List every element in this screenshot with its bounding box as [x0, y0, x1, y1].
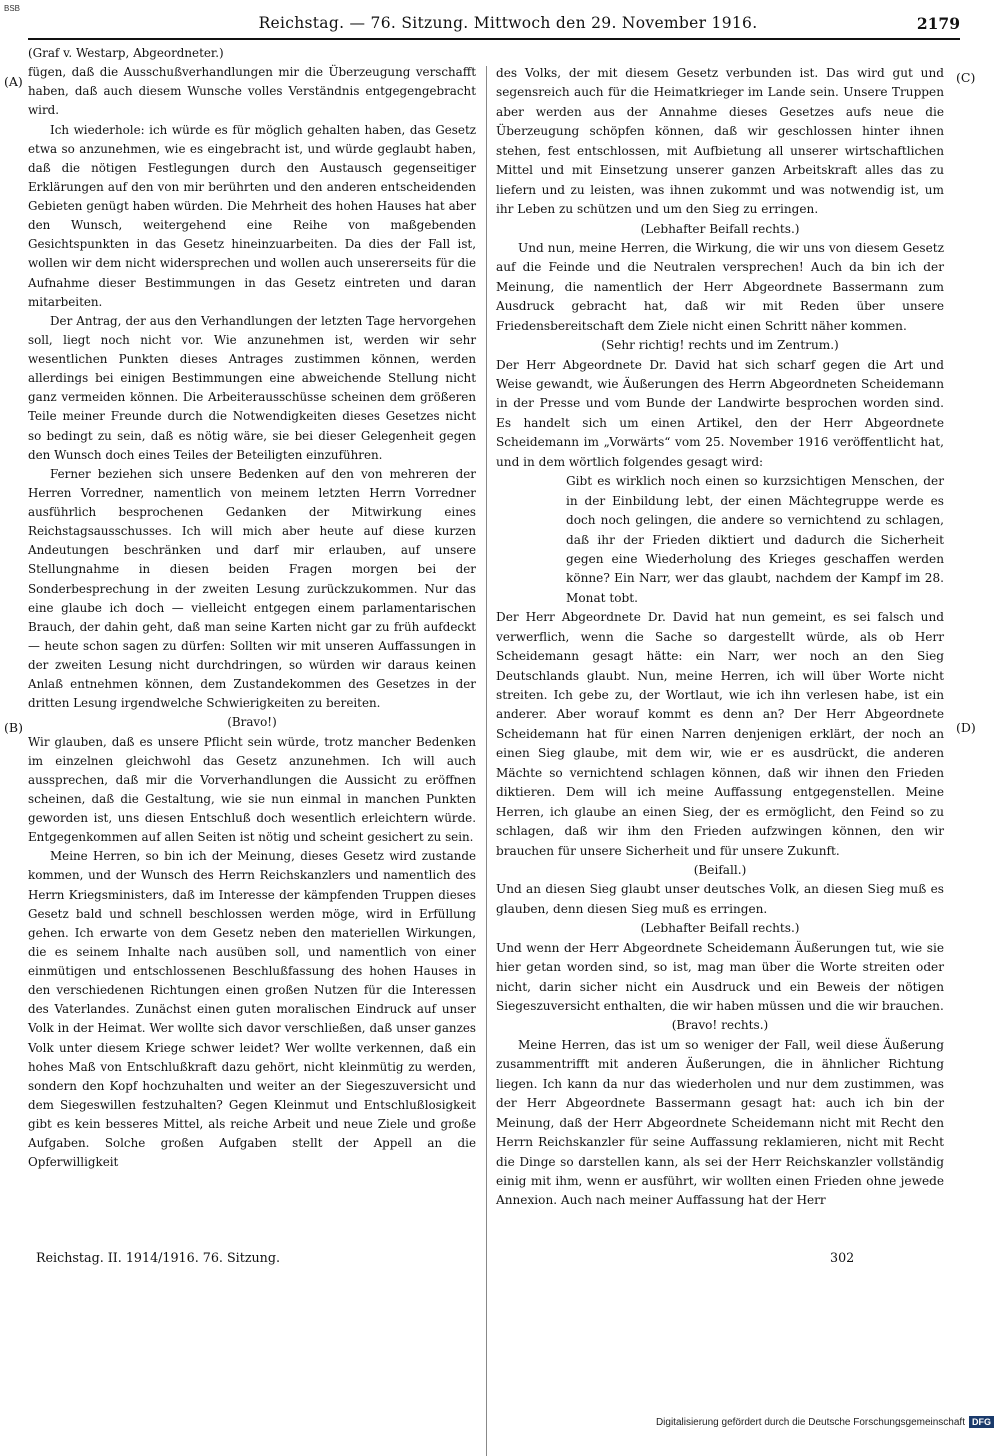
margin-letter-d: (D) [956, 720, 976, 735]
quotation: Gibt es wirklich noch einen so kurzsichtigen Menschen, der in der Einbildung lebt, der einen Mächtegruppe werde es doch noch gelingen, die andere so vernichtend zu schlagen, daß ihr der Frieden diktiert und dadurch die Sicherheit gegen eine Wiederholung des Krieges geschaffen werden könne? Ein Narr, wer das glaubt, nachdem der Kampf im 28. Monat tobt. [566, 474, 944, 605]
paragraph: Ich wiederhole: ich würde es für möglich gehalten haben, das Gesetz etwa so anzunehmen, wie es eingebracht ist, und würde geglaubt haben, daß die nötigen Festlegungen durch den Austausch gegenseitiger Erklärungen auf den von mir berührten und den anderen entscheidenden Gebieten genügt haben würden. Die Mehrheit des hohen Hauses hat aber den Wunsch, weitergehend eine Reihe von maßgebenden Gesichtspunkten in das Gesetz hineinzuarbeiten. Da dies der Fall ist, wollen wir dem nicht widersprechen und wollen auch unsererseits für die Aufnahme dieser Bestimmungen in das Gesetz eintreten und daran mitarbeiten. [28, 122, 476, 309]
header-title: Reichstag. — 76. Sitzung. Mittwoch den 29. November 1916. [258, 14, 758, 32]
column-divider [486, 66, 487, 1456]
paragraph: Wir glauben, daß es unsere Pflicht sein würde, trotz mancher Bedenken im einzelnen gleichwohl das Gesetz anzunehmen. Ich will auch aussprechen, daß mir die Vorverhandlungen die Aussicht zu eröffnen scheinen, daß die Gestaltung, wie sie nun einmal in manchen Punkten geworden ist, uns diesen Entschluß doch wesentlich erleichtern würde. Entgegenkommen auf allen Seiten ist nötig und scheint gesichert zu sein. [28, 734, 476, 845]
interjection: (Lebhafter Beifall rechts.) [640, 221, 800, 236]
interjection: (Bravo! rechts.) [671, 1018, 769, 1033]
interjection: (Bravo!) [227, 715, 277, 730]
dfg-logo: DFG [969, 1416, 994, 1428]
interjection: (Sehr richtig! rechts und im Zentrum.) [601, 338, 839, 353]
margin-letter-c: (C) [956, 70, 976, 85]
paragraph: Und an diesen Sieg glaubt unser deutsches Volk, an diesen Sieg muß es glauben, denn diesen Sieg muß es erringen. [496, 882, 944, 916]
paragraph: Meine Herren, das ist um so weniger der Fall, weil diese Äußerung zusammentrifft mit anderen Äußerungen, die in ähnlicher Richtung liegen. Ich kann da nur das wiederholen und nur dem zustimmen, was der Herr Abgeordnete Bassermann gesagt hat: auch ich bin der Meinung, daß der Herr Abgeordnete Scheidemann nicht mit Recht den Herrn Reichskanzler für seine Auffassung reklamieren, nicht mit Recht die Dinge so darstellen kann, als sei der Herr Reichskanzler vollständig einig mit ihm, wenn er ausführt, wir wollten einen Frieden ohne jewede Annexion. Auch nach meiner Auffassung hat der Herr [496, 1037, 944, 1208]
page-header [28, 14, 960, 38]
page-number: 2179 [916, 14, 960, 33]
paragraph: fügen, daß die Ausschußverhandlungen mir die Überzeugung verschafft haben, daß auch diesem Wunsche volles Verständnis entgegengebracht wird. [28, 65, 476, 118]
margin-letter-a: (A) [4, 74, 23, 89]
funding-notice [656, 1416, 994, 1428]
footer-signature: Reichstag. II. 1914/1916. 76. Sitzung. [36, 1250, 281, 1265]
paragraph: Ferner beziehen sich unsere Bedenken auf den von mehreren der Herren Vorredner, namentlich von meinem letzten Herrn Vorredner ausführlich besprochenen Gedanken der Mitwirkung eines Reichstagsausschusses. Ich will mich aber heute auf diese kurzen Andeutungen beschränken und darf mir erlauben, auf unsere Stellungnahme in diesen beiden Fragen morgen bei der Sonderbesprechung in der zweiten Lesung zurückzukommen. Nur das eine glaube ich doch — vielleicht entgegen einem parlamentarischen Brauch, der dahin geht, daß man seine Karten nicht gar zu früh aufdeckt — heute schon sagen zu dürfen: Sollten wir mit unseren Auffassungen in der zweiten Lesung nicht durchdringen, so würden wir daraus keinen Anlaß entnehmen können, dem Zustandekommen des Gesetzes in der dritten Lesung irgendwelche Schwierigkeiten zu bereiten. [28, 466, 476, 711]
paragraph: Meine Herren, so bin ich der Meinung, dieses Gesetz wird zustande kommen, und der Wunsch des Herrn Reichskanzlers und namentlich des Herrn Kriegsministers, daß im Interesse der kämpfenden Truppen dieses Gesetz bald und schnell beschlossen werden möge, wird in Erfüllung gehen. Ich erwarte von dem Gesetz neben den materiellen Wirkungen, die es seinem Inhalte nach ausüben soll, und namentlich von einer einmütigen und entschlossenen Beschlußfassung des hohen Hauses in den verschiedenen Richtungen einen großen Nutzen für die Interessen des Vaterlandes. Zunächst einen guten moralischen Eindruck auf unser Volk in der Heimat. Wer wollte sich davor verschließen, daß unser ganzes Volk unter diesem Kriege schwer leidet? Wer wollte verkennen, daß ein hohes Maß von Entschlußkraft dazu gehört, nicht kleinmütig zu werden, sondern den Kopf hochzuhalten und weiter an der Siegeszuversicht und dem Siegeswillen festzuhalten? Gegen Kleinmut und Entschlußlosigkeit gibt es kein besseres Mittel, als reiche Arbeit und neue Ziele und große Aufgaben. Solche großen Aufgaben stellt der Appell an die Opferwilligkeit [28, 849, 476, 1170]
interjection: (Beifall.) [693, 862, 747, 877]
paragraph: des Volks, der mit diesem Gesetz verbunden ist. Das wird gut und segensreich auch für die Heimatkrieger im Lande sein. Unsere Truppen aber werden aus der Annahme dieses Gesetzes aufs neue die Überzeugung schöpfen können, daß wir geschlossen hinter ihnen stehen, fest entschlossen, mit Aufbietung all unserer wirtschaftlichen Mittel und mit Einsetzung unserer ganzen Arbeitskraft alles das zu liefern und zu leisten, was ihnen zukommt und was notwendig ist, um ihr Leben zu schützen und um den Sieg zu erringen. [496, 66, 944, 217]
left-column [28, 44, 476, 1172]
paragraph: Und wenn der Herr Abgeordnete Scheidemann Äußerungen tut, wie sie hier getan worden sind, so ist, mag man über die Worte streiten oder nicht, darin sicher nicht ein Ausdruck und ein Beweis der nötigen Siegeszuversicht enthalten, die wir haben müssen und die wir brauchen. [496, 940, 944, 1013]
paragraph: Und nun, meine Herren, die Wirkung, die wir uns von diesem Gesetz auf die Feinde und die Neutralen versprechen! Auch da bin ich der Meinung, die namentlich der Herr Abgeordnete Bassermann zum Ausdruck gebracht hat, daß wir mit Reden über unsere Friedensbereitschaft dem Ziele nicht einen Schritt näher kommen. [496, 240, 944, 333]
margin-letter-b: (B) [4, 720, 23, 735]
funding-text: Digitalisierung gefördert durch die Deutsche Forschungsgemeinschaft [655, 1416, 965, 1428]
speaker-line: (Graf v. Westarp, Abgeordneter.) [28, 46, 224, 60]
right-column [496, 64, 944, 1211]
interjection: (Lebhafter Beifall rechts.) [640, 921, 800, 936]
paragraph: Der Herr Abgeordnete Dr. David hat sich scharf gegen die Art und Weise gewandt, wie Äußerungen des Herrn Abgeordneten Scheidemann in der Presse und vom Bunde der Landwirte besprochen worden sind. Es handelt sich um einen Artikel, den der Herr Abgeordnete Scheidemann im „Vorwärts“ vom 25. November 1916 veröffentlicht hat, und in dem wörtlich folgendes gesagt wird: [496, 357, 944, 469]
sheet-number: 302 [830, 1250, 855, 1265]
library-mark: BSB [4, 4, 21, 13]
header-rule [28, 38, 960, 40]
paragraph: Der Antrag, der aus den Verhandlungen der letzten Tage hervorgehen soll, liegt noch nicht vor. Wie anzunehmen ist, werden wir sehr wesentlichen Punkten dieses Antrages zustimmen können, werden allerdings bei einigen Bestimmungen eine abweichende Stellung nicht ganz vermeiden können. Die Arbeiterausschüsse scheinen dem größeren Teile meiner Freunde durch die Notwendigkeiten dieses Gesetzes nicht so bedingt zu sein, daß es nötig wäre, sie bei dieser Gelegenheit gegen den Wunsch doch eines Teiles der Beteiligten einzuführen. [28, 313, 476, 462]
paragraph: Der Herr Abgeordnete Dr. David hat nun gemeint, es sei falsch und verwerflich, wenn die Sache so dargestellt würde, als ob Herr Scheidemann gesagt hätte: ein Narr, wer noch an den Sieg Deutschlands glaubt. Nun, meine Herren, ich will über Worte nicht streiten. Ich gebe zu, der Wortlaut, wie ich ihn verlesen habe, ist ein anderer. Aber worauf kommt es denn an? Der Herr Abgeordnete Scheidemann hat für einen Narren denjenigen erklärt, der noch an einen Sieg glaube, mit dem wir, wie er es ausdrückt, die anderen Mächte so vernichtend schlagen können, daß wir ihnen den Frieden diktieren. Dem will ich meine Auffassung entgegenstellen. Meine Herren, ich glaube an einen Sieg, der es ermöglicht, den Feind so zu schlagen, daß wir ihm den Frieden aufzwingen können, den wir brauchen für unsere Sicherheit und für unsere Zukunft. [496, 610, 944, 858]
